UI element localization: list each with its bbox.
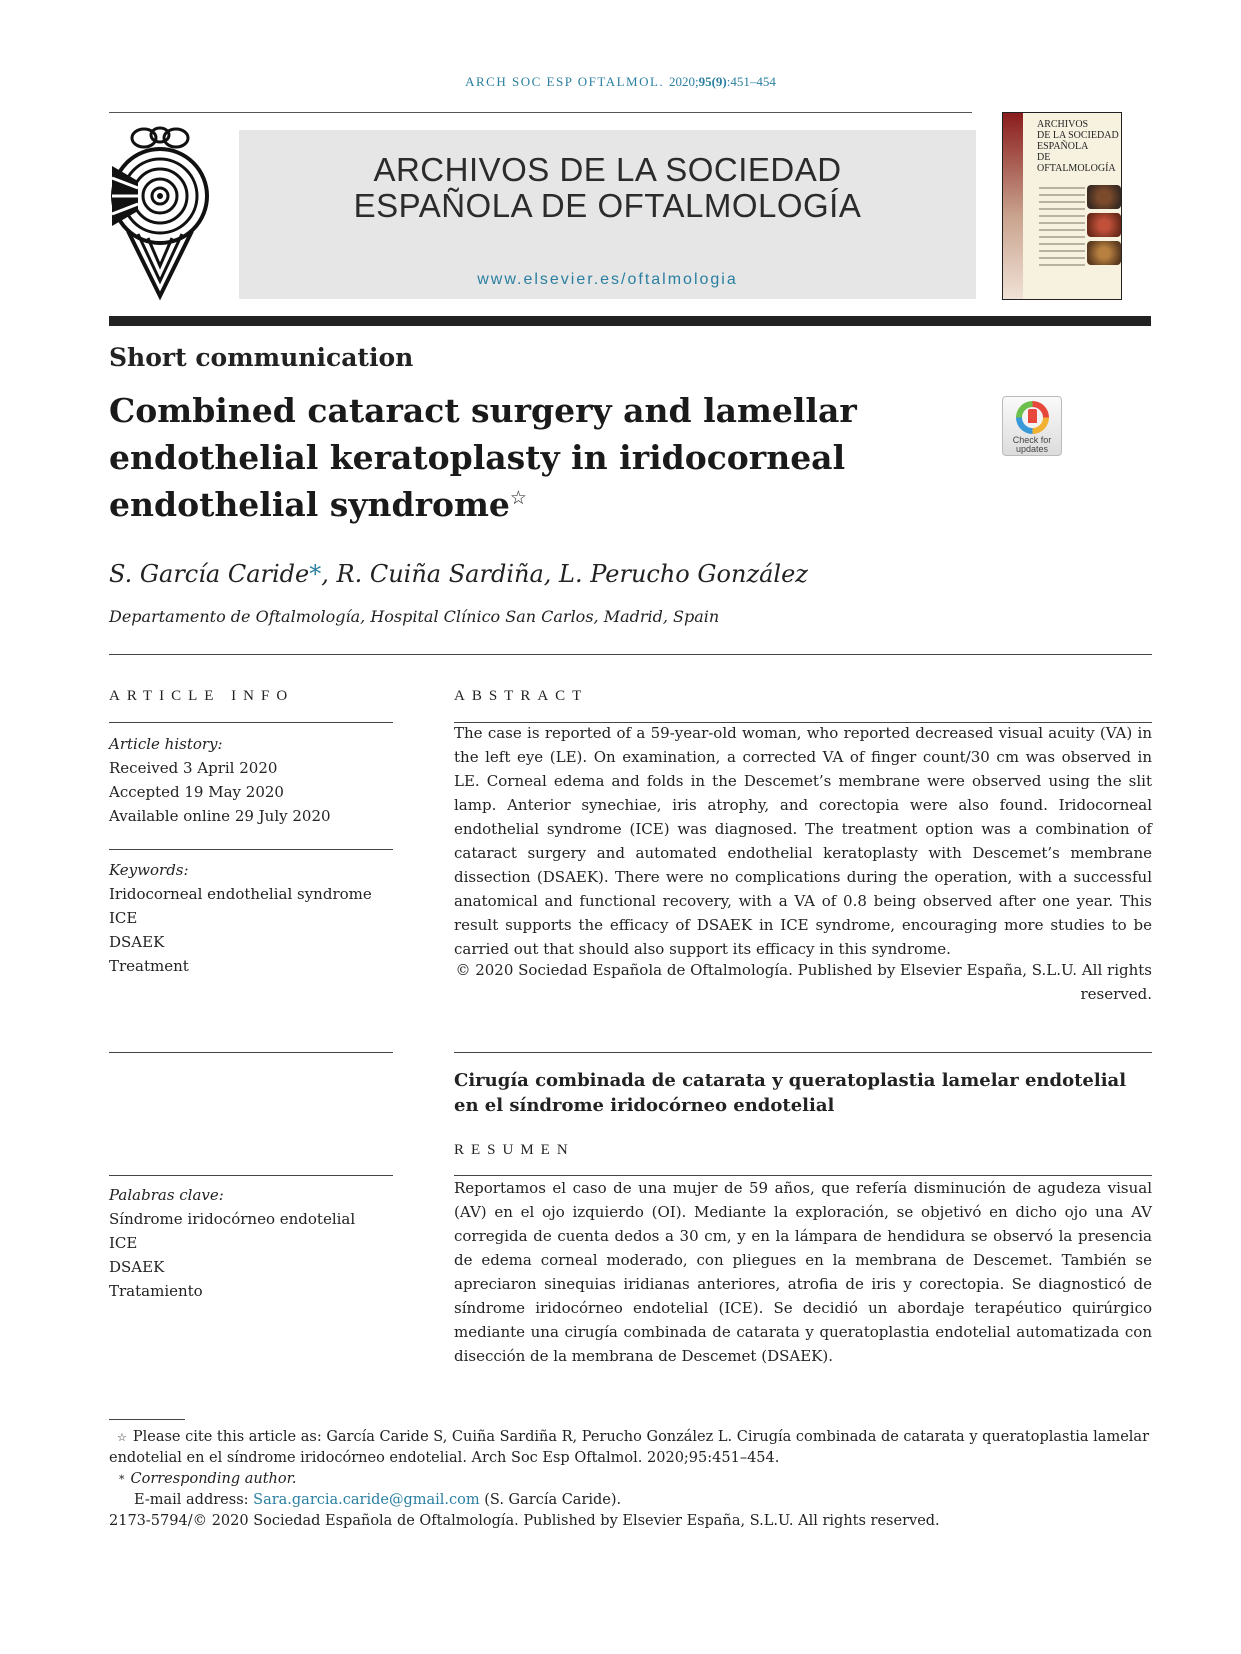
journal-title-line: ESPAÑOLA DE OFTALMOLOGÍA [353, 187, 862, 224]
resumen-heading: RESUMEN [454, 1142, 575, 1158]
title-line: endothelial syndrome [109, 485, 510, 524]
journal-abbrev: ARCH SOC ESP OFTALMOL. [465, 74, 665, 89]
check-for-updates-button[interactable] [1002, 396, 1062, 456]
journal-year: 2020; [668, 74, 699, 89]
bookmark-icon [1028, 409, 1037, 423]
footnote-mark: * [119, 1473, 125, 1486]
header-rule [109, 112, 972, 113]
keywords [109, 858, 389, 978]
title-footnote-mark[interactable]: ☆ [509, 487, 527, 509]
footnotes [109, 1427, 1152, 1532]
badge-label-line: updates [1015, 444, 1049, 454]
corresponding-author-footnote [109, 1469, 1152, 1490]
article-history [109, 732, 389, 828]
keywords-label: Keywords: [109, 861, 189, 879]
divider [109, 722, 393, 723]
divider [454, 1052, 1152, 1053]
palabras-clave-label: Palabras clave: [109, 1186, 224, 1204]
author-list [109, 560, 808, 588]
keyword-item: DSAEK [109, 1258, 165, 1276]
keyword-item: ICE [109, 909, 138, 927]
history-item: Available online 29 July 2020 [109, 807, 331, 825]
divider [109, 849, 393, 850]
issn-line: 2173-5794/© 2020 Sociedad Española de Oftalmología. Published by Elsevier España, S.L.U. All rights reserved. [109, 1513, 940, 1529]
society-logo-icon [108, 126, 213, 301]
journal-title-line: ARCHIVOS DE LA SOCIEDAD [373, 151, 842, 188]
article-history-label: Article history: [109, 735, 223, 753]
journal-banner [239, 130, 976, 299]
keyword-item: Iridocorneal endothelial syndrome [109, 885, 372, 903]
keyword-item: ICE [109, 1234, 138, 1252]
abstract-copyright: © 2020 Sociedad Española de Oftalmología. Published by Elsevier España, S.L.U. All rights reserved. [455, 961, 1152, 1003]
keyword-item: DSAEK [109, 933, 165, 951]
keyword-item: Tratamiento [109, 1282, 203, 1300]
email-label: E-mail address: [134, 1492, 254, 1508]
title-line: Combined cataract surgery and lamellar [109, 391, 857, 430]
footnote-rule [109, 1419, 185, 1420]
citation-footnote [109, 1427, 1152, 1469]
cover-title-line: DE OFTALMOLOGÍA [1037, 152, 1116, 174]
resumen-text: Reportamos el caso de una mujer de 59 años, que refería disminución de agudeza visual (AV) en el ojo izquierdo (OI). Mediante la exploración, se objetivó en dicho ojo una AV corregida de cuenta dedos a 30 cm, y en la lámpara de hendidura se observó la presencia de edema corneal moderado, con pliegues en la membrana de Descemet. También se apreciaron sinequias iridianas anteriores, atrofia de iris y corectopia. Se diagnosticó de síndrome iridocórneo endotelial (ICE). Se decidió un abordaje terapéutico quirúrgico mediante una cirugía combinada de catarata y queratoplastia endotelial automatizada con disección de la membrana de Descemet (DSAEK). [454, 1179, 1152, 1365]
journal-url-link[interactable]: www.elsevier.es/oftalmologia [477, 271, 738, 288]
article-info-heading: ARTICLE INFO [109, 688, 295, 704]
palabras-clave [109, 1183, 389, 1303]
badge-label [1003, 436, 1061, 454]
cover-title-line: ARCHIVOS [1037, 119, 1089, 130]
keyword-item: Síndrome iridocórneo endotelial [109, 1210, 356, 1228]
section-type: Short communication [109, 343, 414, 372]
cover-photo [1087, 185, 1121, 209]
author-names: , R. Cuiña Sardiña, L. Perucho González [321, 560, 808, 588]
footnote-mark: ☆ [117, 1431, 127, 1444]
journal-cover-image [1002, 112, 1122, 300]
email-line [109, 1490, 1152, 1511]
abstract-text: The case is reported of a 59-year-old woman, who reported decreased visual acuity (VA) in the left eye (LE). On examination, a corrected VA of finger count/30 cm was observed in LE. Corneal edema and folds in the Descemet’s membrane were observed using the slit lamp. Anterior synechiae, iris atrophy, and corectopia were also found. Iridocorneal endothelial syndrome (ICE) was diagnosed. The treatment option was a combination of cataract surgery and automated endothelial keratoplasty with Descemet’s membrane dissection (DSAEK). There were no complications during the operation, with a successful anatomical and functional recovery, with a VA of 0.8 being observed after one year. This result supports the efficacy of DSAEK in ICE syndrome, encouraging more studies to be carried out that should also support its efficacy in this syndrome. [454, 724, 1152, 958]
cover-photo [1087, 241, 1121, 265]
author-name: S. García Caride [109, 560, 310, 588]
cover-photo [1087, 213, 1121, 237]
email-link[interactable]: Sara.garcia.caride@gmail.com [253, 1492, 480, 1508]
divider [109, 654, 1152, 655]
journal-pages: :451–454 [726, 74, 776, 89]
title-line: endothelial keratoplasty in iridocorneal [109, 438, 846, 477]
corresponding-author-label: Corresponding author. [130, 1471, 297, 1487]
divider [109, 1175, 393, 1176]
keyword-item: Treatment [109, 957, 189, 975]
header-bar [109, 316, 1151, 326]
journal-volume: 95(9) [698, 74, 727, 89]
cover-title-line: ESPAÑOLA [1037, 141, 1089, 152]
badge-label-line: Check for [1012, 435, 1052, 445]
affiliation: Departamento de Oftalmología, Hospital Clínico San Carlos, Madrid, Spain [109, 607, 720, 626]
history-item: Accepted 19 May 2020 [109, 783, 284, 801]
cover-title [1037, 119, 1122, 174]
journal-title [239, 152, 976, 224]
article-title [109, 387, 929, 528]
spanish-title: Cirugía combinada de catarata y queratoplastia lamelar endotelial en el síndrome iridocórneo endotelial [454, 1070, 1127, 1116]
corresponding-author-mark[interactable]: * [309, 560, 322, 588]
cover-contents [1039, 187, 1085, 271]
history-item: Received 3 April 2020 [109, 759, 278, 777]
divider [109, 1052, 393, 1053]
cover-spine [1003, 113, 1023, 300]
citation-text: Please cite this article as: García Caride S, Cuiña Sardiña R, Perucho González L. Cirugía combinada de catarata y queratoplastia lamelar endotelial en el síndrome iridocórneo endotelial. Arch Soc Esp Oftalmol. 2020;95:451–454. [109, 1429, 1150, 1466]
email-suffix: (S. García Caride). [479, 1492, 622, 1508]
running-head [0, 74, 1241, 90]
abstract-heading: ABSTRACT [454, 688, 589, 704]
cover-title-line: DE LA SOCIEDAD [1037, 130, 1119, 141]
